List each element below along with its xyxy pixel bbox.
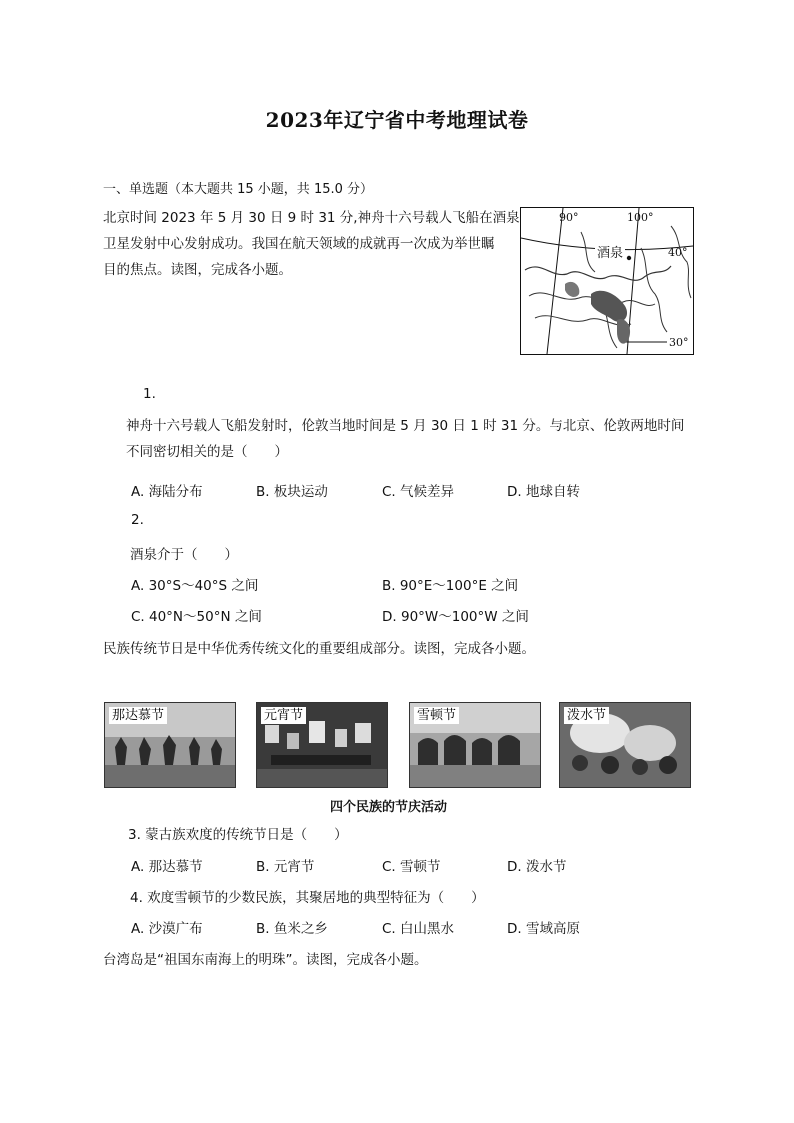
q3-option-c: C. 雪顿节 <box>382 859 441 875</box>
terrain-patch <box>565 282 579 297</box>
photo-label: 元宵节 <box>261 707 306 724</box>
lat-label: 40° <box>668 246 688 259</box>
q4-stem: 4. 欢度雪顿节的少数民族，其聚居地的典型特征为（ ） <box>130 890 485 906</box>
lat-label: 30° <box>669 336 689 349</box>
jiuquan-map <box>520 207 694 355</box>
meridian-90 <box>547 208 563 354</box>
section-heading: 一、单选题（本大题共 15 小题，共 15.0 分） <box>103 182 374 197</box>
page-title: 2023年辽宁省中考地理试卷 <box>265 108 529 132</box>
q4-option-d: D. 雪域高原 <box>507 921 580 937</box>
photo-label: 泼水节 <box>564 707 609 724</box>
coast-line <box>671 226 691 298</box>
q1-line: 不同密切相关的是（ ） <box>126 444 288 460</box>
q2-option-c: C. 40°N～50°N 之间 <box>131 609 262 625</box>
q3-option-b: B. 元宵节 <box>256 859 315 875</box>
q2-stem: 酒泉介于（ ） <box>130 547 238 563</box>
photo-label: 那达慕节 <box>109 707 167 724</box>
photo-naadam <box>104 702 236 788</box>
intro-passage-3: 台湾岛是“祖国东南海上的明珠”。读图，完成各小题。 <box>103 952 428 968</box>
photo-label: 雪顿节 <box>414 707 459 724</box>
boundary-line <box>525 266 671 280</box>
boundary-line <box>581 232 595 272</box>
q2-option-a: A. 30°S～40°S 之间 <box>131 578 259 594</box>
photo-lantern <box>256 702 388 788</box>
q3-stem: 3. 蒙古族欢度的传统节日是（ ） <box>128 827 348 843</box>
q1-option-c: C. 气候差异 <box>382 484 455 500</box>
q3-option-a: A. 那达慕节 <box>131 859 203 875</box>
q1-option-a: A. 海陆分布 <box>131 484 203 500</box>
intro-passage-1 <box>103 205 520 283</box>
intro1-line: 卫星发射中心发射成功。我国在航天领域的成就再一次成为举世瞩 <box>103 236 495 252</box>
q1-stem <box>126 413 684 465</box>
q1-line: 神舟十六号载人飞船发射时，伦敦当地时间是 5 月 30 日 1 时 31 分。与北京、伦敦两地时间 <box>126 418 685 434</box>
q3-option-d: D. 泼水节 <box>507 859 567 875</box>
photo-water-splashing <box>559 702 691 788</box>
q4-option-a: A. 沙漠广布 <box>131 921 203 937</box>
intro1-line: 目的焦点。读图，完成各小题。 <box>103 262 292 278</box>
boundary-line <box>641 248 667 332</box>
photo-shoton <box>409 702 541 788</box>
q1-number: 1. <box>143 386 156 402</box>
terrain-patch <box>591 291 627 322</box>
lon-label: 90° <box>559 211 579 224</box>
q1-option-b: B. 板块运动 <box>256 484 328 500</box>
jiuquan-dot <box>627 256 631 260</box>
intro-passage-2: 民族传统节日是中华优秀传统文化的重要组成部分。读图，完成各小题。 <box>103 641 535 657</box>
q2-option-d: D. 90°W～100°W 之间 <box>382 609 529 625</box>
photos-caption: 四个民族的节庆活动 <box>330 800 448 815</box>
q4-option-c: C. 白山黑水 <box>382 921 455 937</box>
place-label: 酒泉 <box>597 246 624 261</box>
q2-number: 2. <box>131 512 144 528</box>
q4-option-b: B. 鱼米之乡 <box>256 921 328 937</box>
lon-label: 100° <box>627 211 654 224</box>
q1-option-d: D. 地球自转 <box>507 484 580 500</box>
map-drawing <box>521 208 693 354</box>
intro1-line: 北京时间 2023 年 5 月 30 日 9 时 31 分,神舟十六号载人飞船在酒泉 <box>103 210 520 226</box>
q2-option-b: B. 90°E～100°E 之间 <box>382 578 519 594</box>
